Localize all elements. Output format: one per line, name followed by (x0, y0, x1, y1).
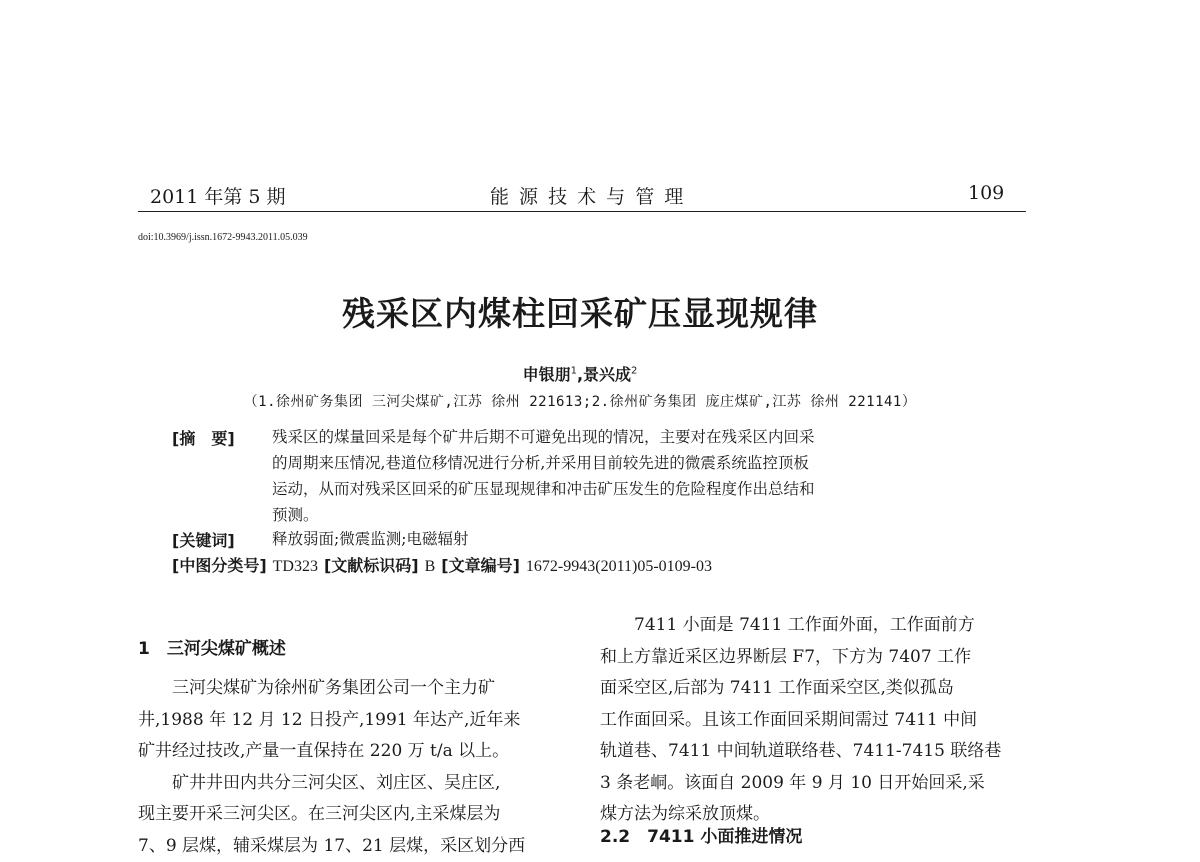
body-line: 面采空区,后部为 7411 工作面采空区,类似孤岛 (600, 673, 1026, 705)
author-2: 景兴成 (583, 365, 631, 384)
abstract-line: 残采区的煤量回采是每个矿井后期不可避免出现的情况，主要对在残采区内回采 (272, 424, 1002, 450)
body-line: 矿井井田内共分三河尖区、刘庄区、吴庄区, (138, 768, 564, 800)
body-line: 工作面回采。且该工作面回采期间需过 7411 中间 (600, 705, 1026, 737)
body-line: 轨道巷、7411 中间轨道联络巷、7411-7415 联络巷 (600, 736, 1026, 768)
abstract-line: 预测。 (272, 502, 1002, 528)
body-line: 和上方靠近采区边界断层 F7，下方为 7407 工作 (600, 642, 1026, 674)
doc-code-label: [文献标识码] (324, 556, 419, 575)
body-line: 现主要开采三河尖区。在三河尖区内,主采煤层为 (138, 799, 564, 831)
header-rule (138, 211, 1026, 212)
article-no-label: [文章编号] (441, 556, 520, 575)
clc-value: TD323 (273, 558, 318, 575)
body-line: 矿井经过技改,产量一直保持在 220 万 t/a 以上。 (138, 736, 564, 768)
authors (0, 362, 1160, 385)
section-1-heading: 1 三河尖煤矿概述 (138, 634, 286, 659)
issue-label: 2011 年第 5 期 (150, 182, 286, 209)
journal-name: 能 源 技 术 与 管 理 (490, 182, 685, 209)
classification-row (172, 553, 718, 576)
keywords-label: [关键词] (172, 528, 235, 551)
left-column-body (138, 673, 564, 862)
clc-label: [中图分类号] (172, 556, 267, 575)
body-line: 3 条老峒。该面自 2009 年 9 月 10 日开始回采,采 (600, 768, 1026, 800)
page-number: 109 (968, 182, 1004, 204)
author-1: 申银朋 (523, 365, 571, 384)
body-line: 7、9 层煤，辅采煤层为 17、21 层煤，采区划分西 (138, 831, 564, 862)
keywords-text: 释放弱面;微震监测;电磁辐射 (272, 527, 468, 549)
affiliation: （1.徐州矿务集团 三河尖煤矿,江苏 徐州 221613;2.徐州矿务集团 庞庄煤矿,江苏 徐州 221141） (0, 391, 1160, 411)
author-separator: , (577, 365, 583, 384)
author-2-affil: 2 (631, 366, 637, 377)
abstract-line: 运动，从而对残采区回采的矿压显现规律和冲击矿压发生的危险程度作出总结和 (272, 476, 1002, 502)
article-no-value: 1672-9943(2011)05-0109-03 (526, 558, 712, 575)
abstract-label: [摘 要] (172, 426, 235, 449)
body-line: 三河尖煤矿为徐州矿务集团公司一个主力矿 (138, 673, 564, 705)
doi: doi:10.3969/j.issn.1672-9943.2011.05.039 (138, 232, 308, 243)
body-line: 井,1988 年 12 月 12 日投产,1991 年达产,近年来 (138, 705, 564, 737)
abstract-text (272, 424, 1002, 528)
abstract-line: 的周期来压情况,巷道位移情况进行分析,并采用目前较先进的微震系统监控顶板 (272, 450, 1002, 476)
body-line: 7411 小面是 7411 工作面外面，工作面前方 (600, 610, 1026, 642)
right-column-body (600, 610, 1026, 831)
author-1-affil: 1 (571, 366, 577, 377)
paper-title: 残采区内煤柱回采矿压显现规律 (0, 288, 1160, 335)
body-line: 煤方法为综采放顶煤。 (600, 799, 1026, 831)
section-2-2-heading: 2.2 7411 小面推进情况 (600, 822, 802, 847)
doc-code-value: B (425, 558, 436, 575)
